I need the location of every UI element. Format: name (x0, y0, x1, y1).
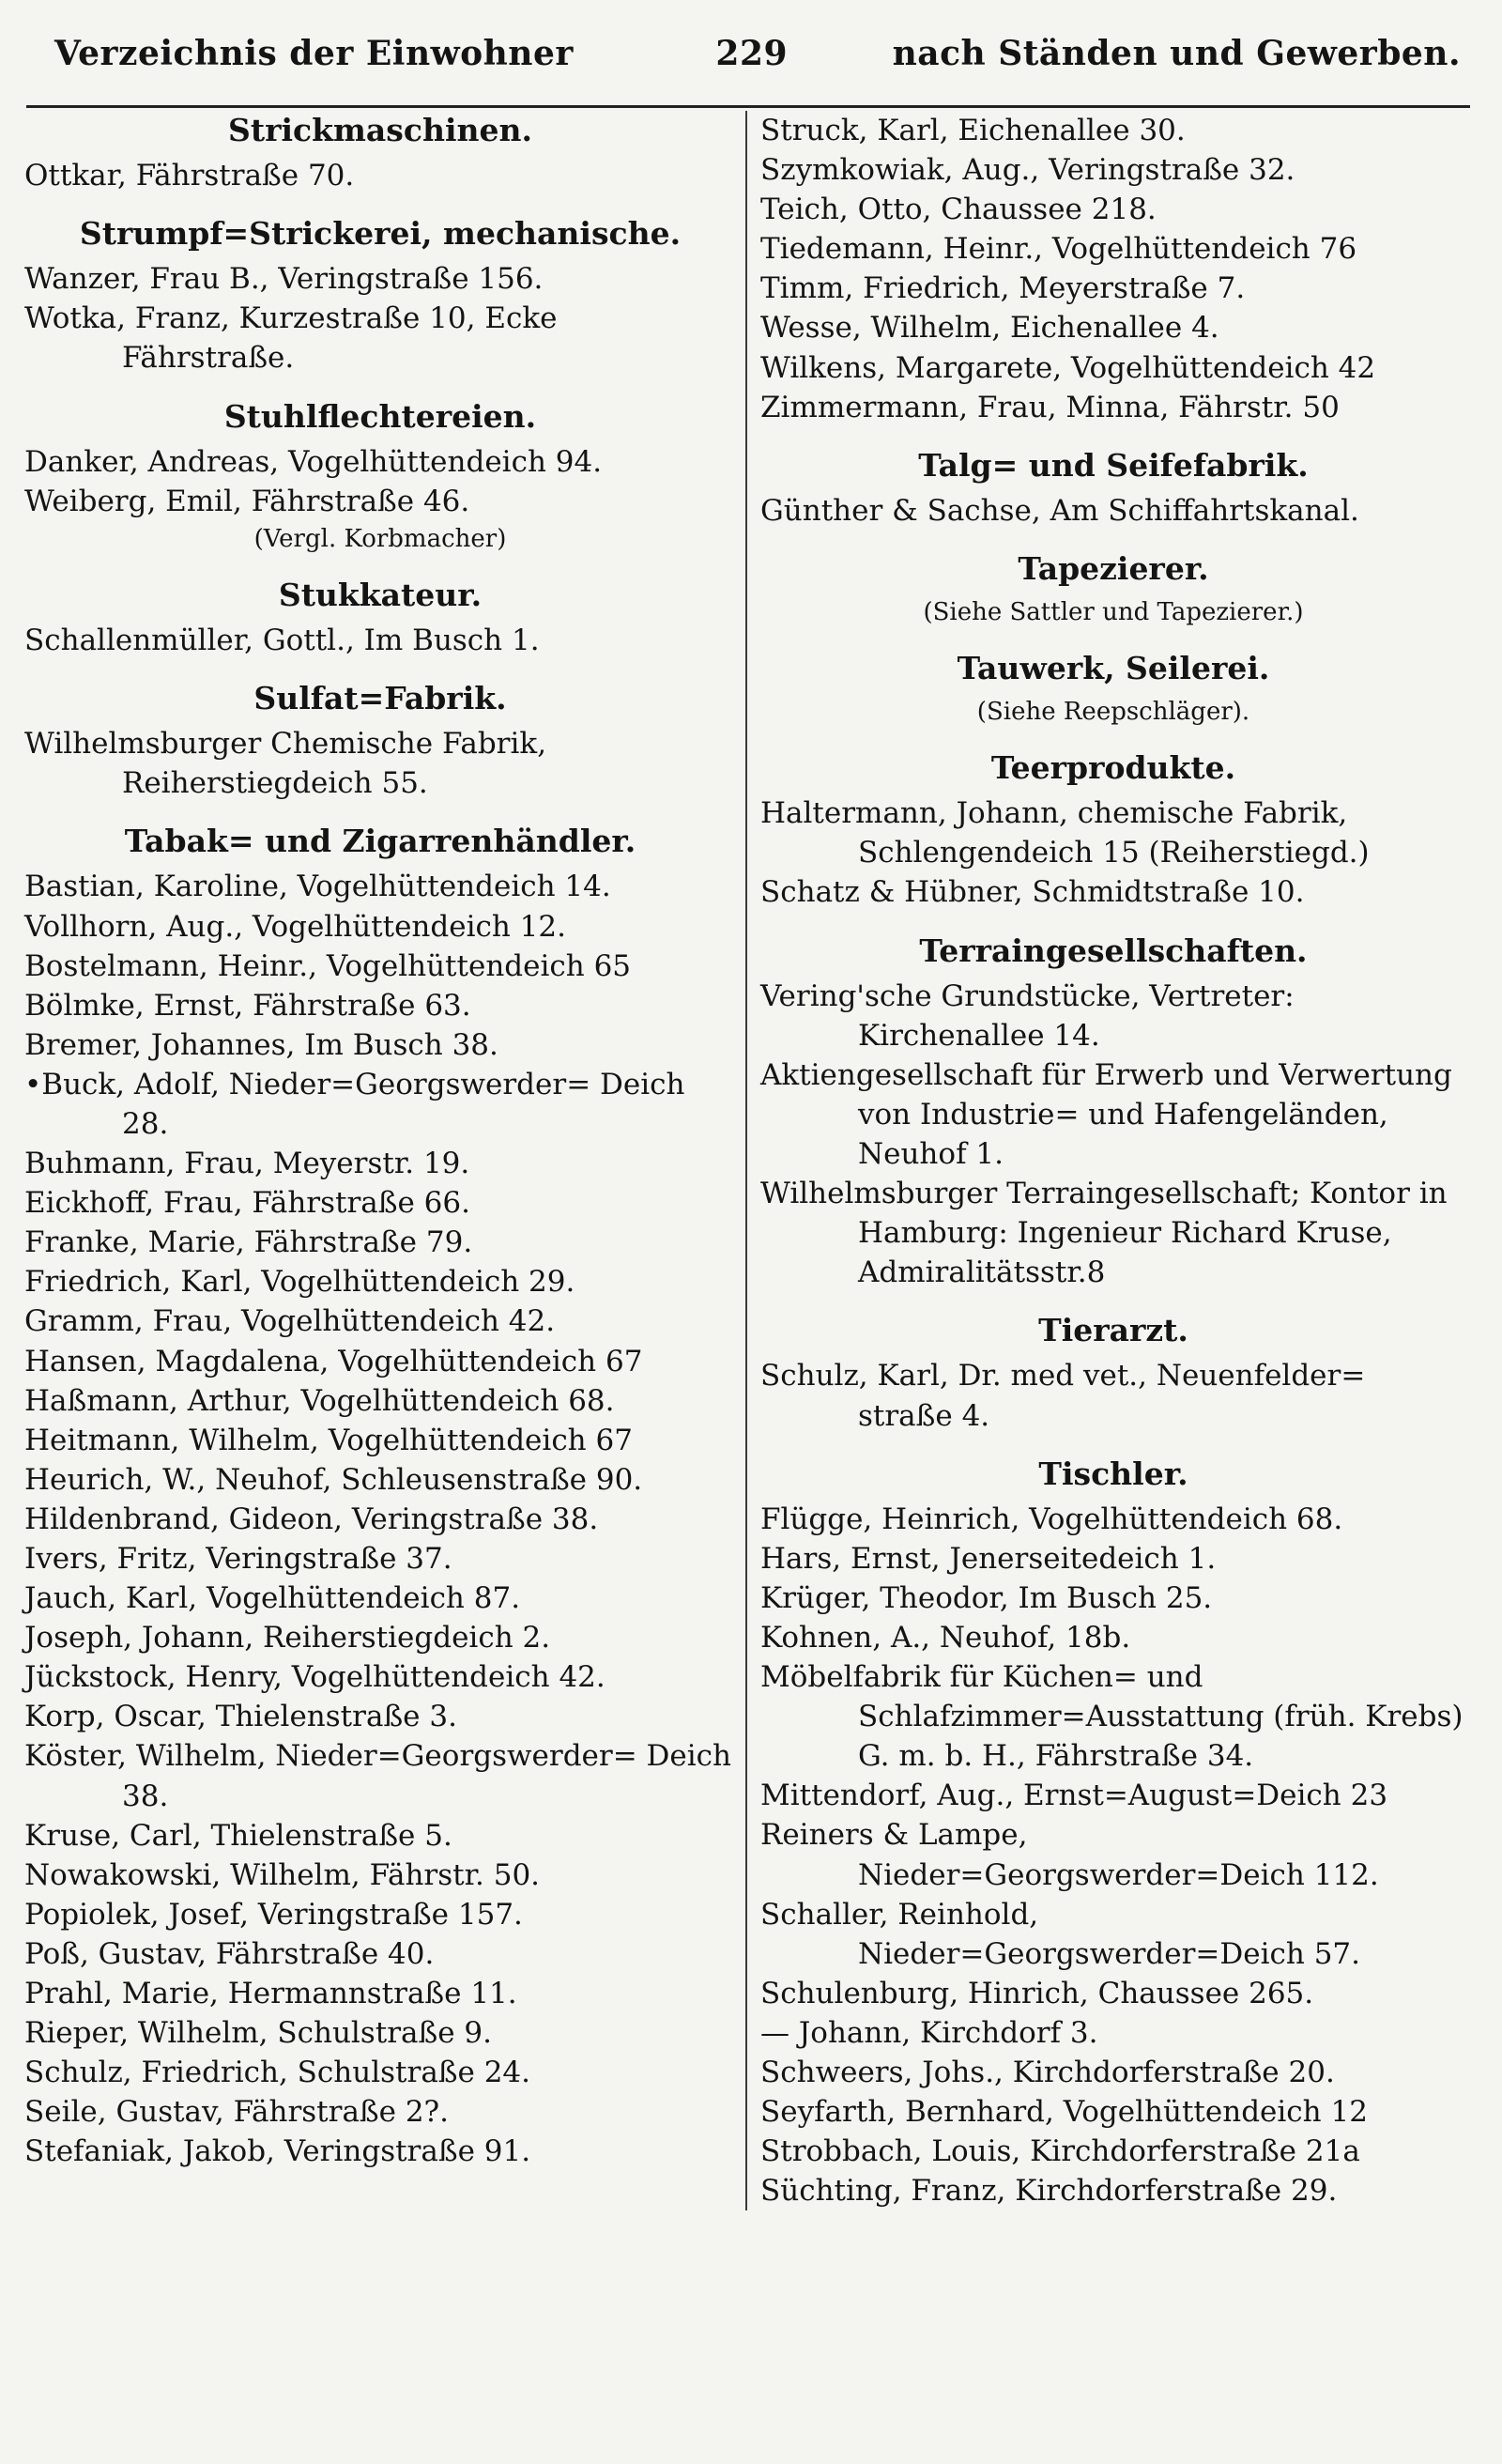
entry: Möbelfabrik für Küchen= und Schlafzimmer=Ausstattung (früh. Krebs) G. m. b. H., Fährstraße 34. (760, 1660, 1464, 1774)
entry: Vering'sche Grundstücke, Vertreter: Kirchenallee 14. (760, 978, 1295, 1053)
section-heading: Tischler. (1038, 1455, 1188, 1492)
section-heading: Stuhlflechtereien. (223, 397, 537, 435)
entry: Ottkar, Fährstraße 70. (24, 159, 355, 193)
entry: Popiolek, Josef, Veringstraße 157. (24, 1897, 523, 1932)
entry: Schulenburg, Hinrich, Chaussee 265. (760, 1976, 1314, 2010)
entry: Joseph, Johann, Reiherstiegdeich 2. (24, 1621, 551, 1656)
section-heading: Strickmaschinen. (228, 112, 532, 148)
entry: Stefaniak, Jakob, Veringstraße 91. (24, 2134, 531, 2169)
page-number: 229 (715, 34, 789, 73)
entry: Haltermann, Johann, chemische Fabrik, Schlengendeich 15 (Reiherstiegd.) (760, 796, 1370, 870)
entry: Mittendorf, Aug., Ernst=August=Deich 23 (760, 1779, 1388, 1813)
entry: Seyfarth, Bernhard, Vogelhüttendeich 12 (760, 2095, 1368, 2130)
section-heading: Tapezierer. (1018, 549, 1209, 587)
entry: Wotka, Franz, Kurzestraße 10, Ecke Fährstraße. (24, 301, 558, 376)
entry: Wilkens, Margarete, Vogelhüttendeich 42 (760, 350, 1376, 385)
entry: Schulz, Friedrich, Schulstraße 24. (24, 2056, 531, 2090)
cross-reference-note: (Siehe Sattler und Tapezierer.) (923, 598, 1304, 627)
entry: Schweers, Johs., Kirchdorferstraße 20. (760, 2056, 1335, 2090)
entry: — Johann, Kirchdorf 3. (760, 2015, 1098, 2050)
entry: Strobbach, Louis, Kirchdorferstraße 21a (760, 2134, 1360, 2169)
entry: Wilhelmsburger Chemische Fabrik, Reiherstiegdeich 55. (24, 727, 547, 801)
left-column (24, 111, 745, 2210)
section-heading: Sulfat=Fabrik. (253, 680, 507, 717)
section-heading: Tabak= und Zigarrenhändler. (124, 823, 636, 860)
cross-reference-note: (Siehe Reepschläger). (976, 698, 1250, 727)
entry: Friedrich, Karl, Vogelhüttendeich 29. (24, 1265, 575, 1300)
entry: Kohnen, A., Neuhof, 18b. (760, 1621, 1131, 1655)
entry: Gramm, Frau, Vogelhüttendeich 42. (24, 1304, 556, 1339)
entry: Bastian, Karoline, Vogelhüttendeich 14. (24, 870, 611, 904)
entry: Süchting, Franz, Kirchdorferstraße 29. (760, 2174, 1338, 2209)
entry: Struck, Karl, Eichenallee 30. (760, 114, 1186, 147)
section-heading: Tierarzt. (1038, 1312, 1188, 1349)
entry: Aktiengesellschaft für Erwerb und Verwertung von Industrie= und Hafengeländen, Neuhof 1. (760, 1057, 1452, 1171)
entry: Rieper, Wilhelm, Schulstraße 9. (24, 2016, 492, 2051)
entry: Tiedemann, Heinr., Vogelhüttendeich 76 (760, 232, 1357, 267)
section-heading: Teerprodukte. (990, 749, 1236, 787)
section-heading: Terraingesellschaften. (919, 932, 1308, 969)
entry: Jückstock, Henry, Vogelhüttendeich 42. (24, 1660, 605, 1695)
right-column (745, 111, 1466, 2210)
entry: Timm, Friedrich, Meyerstraße 7. (760, 271, 1246, 306)
entry: Schallenmüller, Gottl., Im Busch 1. (24, 623, 540, 657)
entry: Reiners & Lampe, Nieder=Georgswerder=Deich 112. (760, 1818, 1379, 1892)
entry: Haßmann, Arthur, Vogelhüttendeich 68. (24, 1383, 615, 1418)
entry: Schulz, Karl, Dr. med vet., Neuenfelder= straße 4. (760, 1359, 1366, 1433)
cross-reference-note: (Vergl. Korbmacher) (253, 524, 507, 553)
page-header (24, 34, 1470, 94)
entry: Prahl, Marie, Hermannstraße 11. (24, 1977, 517, 2011)
entry: Teich, Otto, Chaussee 218. (760, 192, 1157, 227)
entry: Ivers, Fritz, Veringstraße 37. (24, 1542, 452, 1576)
section-heading: Strumpf=Strickerei, mechanische. (79, 215, 682, 253)
entry: Krüger, Theodor, Im Busch 25. (760, 1580, 1213, 1615)
entry: Köster, Wilhelm, Nieder=Georgswerder= Deich 38. (24, 1739, 731, 1813)
entry: Günther & Sachse, Am Schiffahrtskanal. (760, 493, 1359, 528)
entry: Seile, Gustav, Fährstraße 2?. (24, 2095, 450, 2130)
entry: Wanzer, Frau B., Veringstraße 156. (24, 262, 544, 297)
header-right: nach Ständen und Gewerben. (892, 34, 1461, 73)
entry: Jauch, Karl, Vogelhüttendeich 87. (24, 1581, 521, 1616)
entry: Weiberg, Emil, Fährstraße 46. (24, 484, 470, 518)
entry: Heitmann, Wilhelm, Vogelhüttendeich 67 (24, 1423, 633, 1457)
entry: Flügge, Heinrich, Vogelhüttendeich 68. (760, 1502, 1343, 1536)
entry: Franke, Marie, Fährstraße 79. (24, 1225, 473, 1260)
entry: Bölmke, Ernst, Fährstraße 63. (24, 988, 471, 1023)
section-heading: Tauwerk, Seilerei. (957, 650, 1270, 687)
entry: Heurich, W., Neuhof, Schleusenstraße 90. (24, 1462, 643, 1497)
entry: Hars, Ernst, Jenerseitedeich 1. (760, 1541, 1217, 1576)
entry: Hansen, Magdalena, Vogelhüttendeich 67 (24, 1344, 643, 1378)
entry: •Buck, Adolf, Nieder=Georgswerder= Deich 28. (24, 1067, 685, 1141)
entry: Bostelmann, Heinr., Vogelhüttendeich 65 (24, 948, 632, 983)
entry: Poß, Gustav, Fährstraße 40. (24, 1936, 435, 1971)
entry: Schaller, Reinhold, Nieder=Georgswerder=Deich 57. (760, 1897, 1360, 1971)
header-rule (26, 105, 1470, 108)
entry: Buhmann, Frau, Meyerstr. 19. (24, 1147, 470, 1181)
entry: Vollhorn, Aug., Vogelhüttendeich 12. (24, 909, 566, 944)
section-heading: Stukkateur. (278, 576, 483, 613)
entry: Szymkowiak, Aug., Veringstraße 32. (760, 153, 1295, 188)
entry: Nowakowski, Wilhelm, Fährstr. 50. (24, 1857, 541, 1892)
entry: Bremer, Johannes, Im Busch 38. (24, 1027, 498, 1062)
header-left: Verzeichnis der Einwohner (54, 34, 574, 73)
columns (24, 111, 1470, 2210)
entry: Kruse, Carl, Thielenstraße 5. (24, 1818, 452, 1853)
entry: Eickhoff, Frau, Fährstraße 66. (24, 1186, 470, 1221)
entry: Wesse, Wilhelm, Eichenallee 4. (760, 311, 1219, 346)
entry: Hildenbrand, Gideon, Veringstraße 38. (24, 1502, 599, 1536)
entry: Korp, Oscar, Thielenstraße 3. (24, 1700, 457, 1734)
entry: Danker, Andreas, Vogelhüttendeich 94. (24, 444, 603, 479)
entry: Schatz & Hübner, Schmidtstraße 10. (760, 875, 1305, 910)
entry: Wilhelmsburger Terraingesellschaft; Kontor in Hamburg: Ingenieur Richard Kruse, Admiralitätsstr.8 (760, 1177, 1448, 1290)
section-heading: Talg= und Seifefabrik. (918, 446, 1309, 484)
entry: Zimmermann, Frau, Minna, Fährstr. 50 (760, 390, 1340, 424)
